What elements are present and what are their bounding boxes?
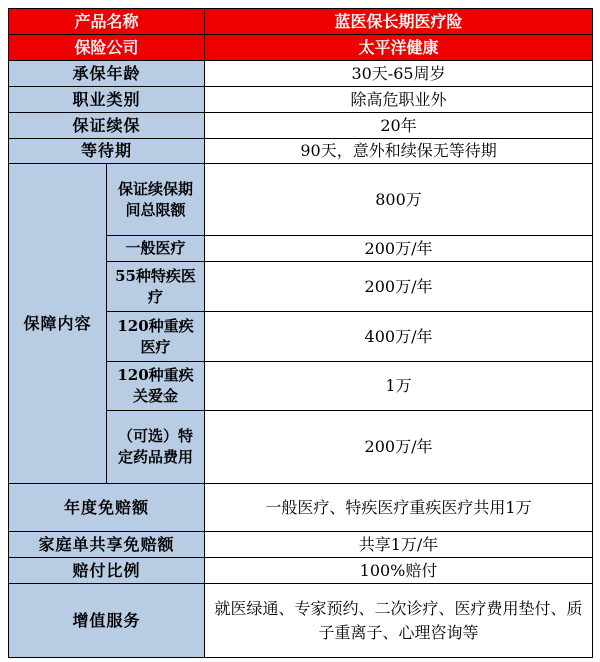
row-waiting bbox=[9, 139, 593, 164]
row-renewal bbox=[9, 113, 593, 139]
row-services bbox=[9, 584, 593, 658]
waiting-label: 等待期 bbox=[9, 139, 205, 164]
row-coverage-total bbox=[9, 164, 593, 236]
company-label: 保险公司 bbox=[9, 35, 205, 61]
row-deductible bbox=[9, 484, 593, 532]
coverage-label: 保障内容 bbox=[9, 164, 107, 484]
coverage-item-label: 一般医疗 bbox=[107, 236, 205, 262]
coverage-item-label: 55种特疾医疗 bbox=[107, 262, 205, 312]
renewal-label: 保证续保 bbox=[9, 113, 205, 139]
row-product-name bbox=[9, 9, 593, 35]
age-label: 承保年龄 bbox=[9, 61, 205, 87]
occupation-label: 职业类别 bbox=[9, 87, 205, 113]
services-value: 就医绿通、专家预约、二次诊疗、医疗费用垫付、质子重离子、心理咨询等 bbox=[205, 584, 593, 658]
family-deductible-value: 共享1万/年 bbox=[205, 532, 593, 558]
product-name-value: 蓝医保长期医疗险 bbox=[205, 9, 593, 35]
row-age bbox=[9, 61, 593, 87]
deductible-label: 年度免赔额 bbox=[9, 484, 205, 532]
coverage-item-label: 保证续保期间总限额 bbox=[107, 164, 205, 236]
family-deductible-label: 家庭单共享免赔额 bbox=[9, 532, 205, 558]
ratio-value: 100%赔付 bbox=[205, 558, 593, 584]
deductible-value: 一般医疗、特疾医疗重疾医疗共用1万 bbox=[205, 484, 593, 532]
coverage-item-value: 400万/年 bbox=[205, 312, 593, 362]
coverage-item-label: 120种重疾关爱金 bbox=[107, 362, 205, 411]
company-value: 太平洋健康 bbox=[205, 35, 593, 61]
coverage-item-value: 200万/年 bbox=[205, 236, 593, 262]
row-company bbox=[9, 35, 593, 61]
product-name-label: 产品名称 bbox=[9, 9, 205, 35]
occupation-value: 除高危职业外 bbox=[205, 87, 593, 113]
coverage-item-value: 800万 bbox=[205, 164, 593, 236]
row-ratio bbox=[9, 558, 593, 584]
row-family-deductible bbox=[9, 532, 593, 558]
row-occupation bbox=[9, 87, 593, 113]
renewal-value: 20年 bbox=[205, 113, 593, 139]
coverage-item-value: 1万 bbox=[205, 362, 593, 411]
waiting-value: 90天，意外和续保无等待期 bbox=[205, 139, 593, 164]
services-label: 增值服务 bbox=[9, 584, 205, 658]
coverage-item-label: 120种重疾医疗 bbox=[107, 312, 205, 362]
coverage-item-label: （可选）特定药品费用 bbox=[107, 411, 205, 484]
ratio-label: 赔付比例 bbox=[9, 558, 205, 584]
age-value: 30天-65周岁 bbox=[205, 61, 593, 87]
insurance-product-table bbox=[8, 8, 593, 658]
coverage-item-value: 200万/年 bbox=[205, 262, 593, 312]
coverage-item-value: 200万/年 bbox=[205, 411, 593, 484]
